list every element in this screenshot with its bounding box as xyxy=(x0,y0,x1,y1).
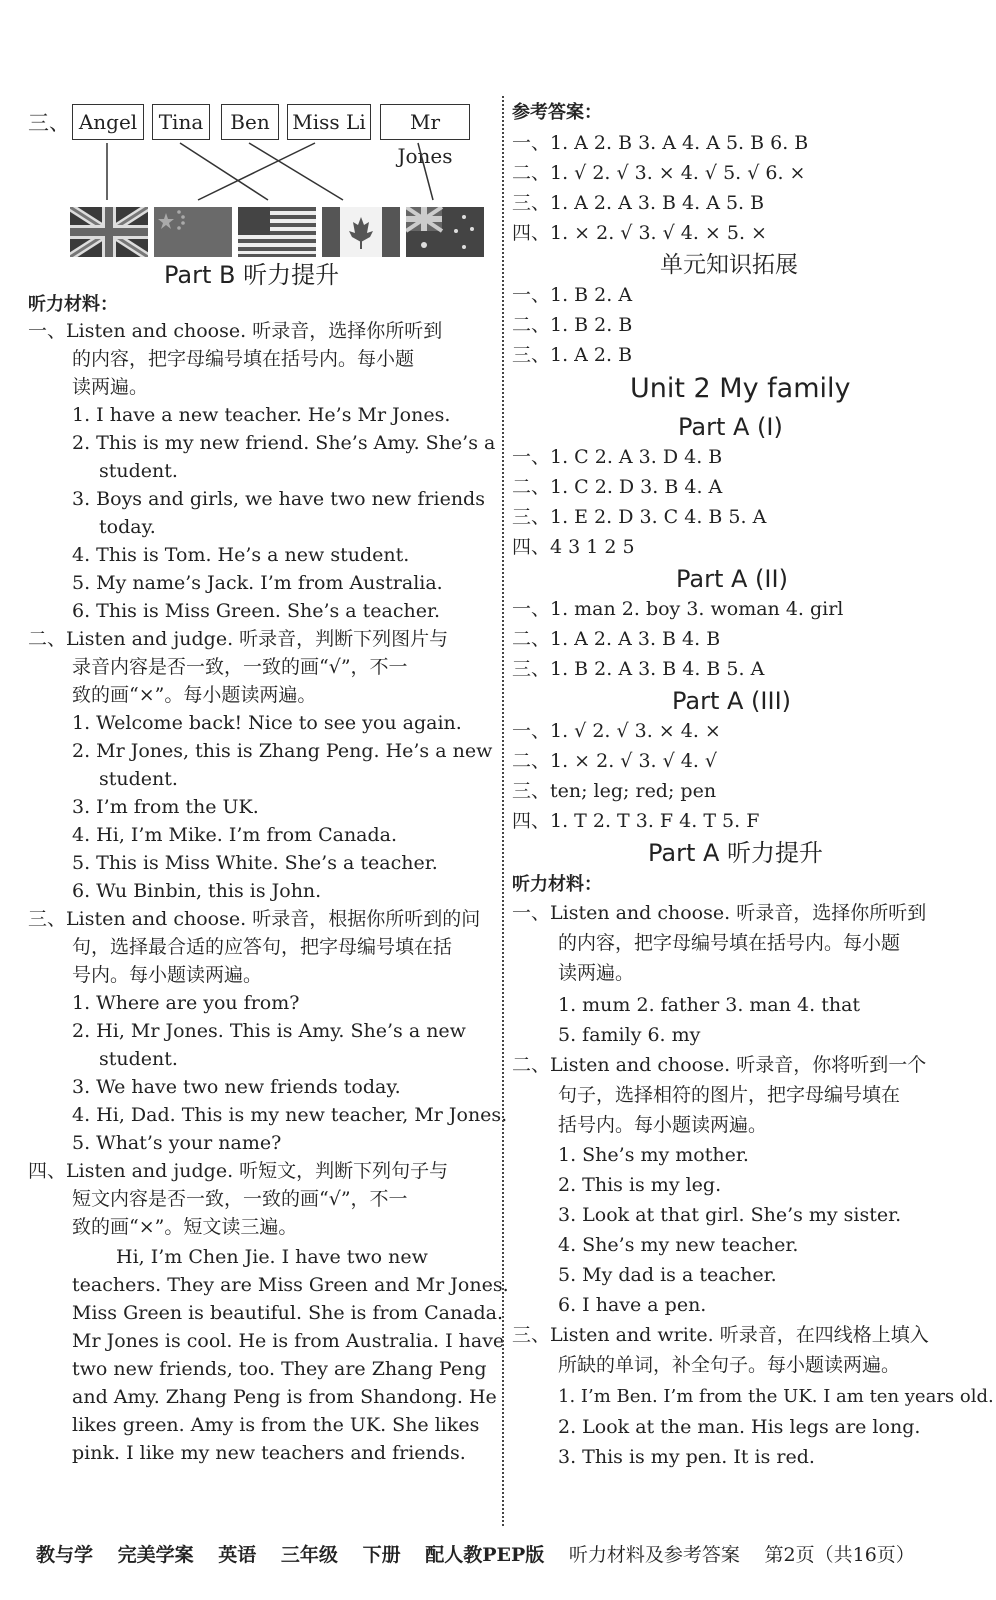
section-1-item: 4. This is Tom. He’s a new student. xyxy=(72,544,410,566)
section-3-instruction-line1: 三、Listen and choose. 听录音，根据你所听到的问 xyxy=(28,908,481,930)
r-section-2-item: 1. She’s my mother. xyxy=(558,1144,749,1166)
uk-flag-icon xyxy=(70,207,148,257)
r-section-1-item: 1. mum 2. father 3. man 4. that xyxy=(558,994,861,1016)
r-section-2-item: 6. I have a pen. xyxy=(558,1294,707,1316)
passage-line: Hi, I’m Chen Jie. I have two new xyxy=(116,1246,428,1268)
name-box-miss-li: Miss Li xyxy=(287,104,371,140)
footer-page-number: 第2页（共16页） xyxy=(764,1544,915,1566)
section-2-instruction-line2: 录音内容是否一致，一致的画“√”，不一 xyxy=(72,656,408,678)
answer-line: 四、1. T 2. T 3. F 4. T 5. F xyxy=(512,810,760,832)
section-2-item: 3. I’m from the UK. xyxy=(72,796,259,818)
r-section-2-instruction-line1: 二、Listen and choose. 听录音，你将听到一个 xyxy=(512,1054,927,1076)
column-divider xyxy=(502,96,504,1526)
part-a-2-heading: Part A (II) xyxy=(676,565,788,593)
section-1-instruction-line2: 的内容，把字母编号填在括号内。每小题 xyxy=(72,348,415,370)
part-a-1-heading: Part A (I) xyxy=(678,413,783,441)
section-1-item: 1. I have a new teacher. He’s Mr Jones. xyxy=(72,404,451,426)
section-3-instruction-line3: 号内。每小题读两遍。 xyxy=(72,964,263,986)
section-3-item: 2. Hi, Mr Jones. This is Amy. She’s a new xyxy=(72,1020,466,1042)
r-section-3-item: 1. I’m Ben. I’m from the UK. I am ten years old. xyxy=(558,1386,994,1407)
answer-line: 四、1. × 2. √ 3. √ 4. × 5. × xyxy=(512,222,767,244)
section-1-item: 6. This is Miss Green. She’s a teacher. xyxy=(72,600,441,622)
r-section-2-item: 3. Look at that girl. She’s my sister. xyxy=(558,1204,902,1226)
section-1-instruction-line1: 一、Listen and choose. 听录音，选择你所听到 xyxy=(28,320,443,342)
answer-line: 三、1. A 2. B xyxy=(512,344,633,366)
passage-line: likes green. Amy is from the UK. She likes xyxy=(72,1414,480,1436)
footer-volume: 下册 xyxy=(362,1544,401,1566)
australia-flag-icon xyxy=(406,207,484,257)
unit-2-heading: Unit 2 My family xyxy=(630,373,851,404)
section-1-item: 3. Boys and girls, we have two new friends xyxy=(72,488,485,510)
name-box-mr-jones: Mr Jones xyxy=(380,104,470,140)
section-4-instruction-line3: 致的画“×”。短文读三遍。 xyxy=(72,1216,298,1238)
name-box-angel: Angel xyxy=(72,104,144,140)
answer-line: 二、1. C 2. D 3. B 4. A xyxy=(512,476,723,498)
answer-line: 二、1. A 2. A 3. B 4. B xyxy=(512,628,721,650)
answer-line: 一、1. A 2. B 3. A 4. A 5. B 6. B xyxy=(512,132,809,154)
section-2-item: 4. Hi, I’m Mike. I’m from Canada. xyxy=(72,824,398,846)
r-section-1-instruction-line1: 一、Listen and choose. 听录音，选择你所听到 xyxy=(512,902,927,924)
section-3-instruction-line2: 句，选择最合适的应答句，把字母编号填在括 xyxy=(72,936,453,958)
passage-line: two new friends, too. They are Zhang Peng xyxy=(72,1358,487,1380)
footer-subject: 英语 xyxy=(218,1544,257,1566)
listening-material-label: 听力材料： xyxy=(28,294,118,315)
section-4-instruction-line1: 四、Listen and judge. 听短文，判断下列句子与 xyxy=(28,1160,449,1182)
answer-line: 三、1. A 2. A 3. B 4. A 5. B xyxy=(512,192,765,214)
answer-line: 二、1. √ 2. √ 3. × 4. √ 5. √ 6. × xyxy=(512,162,806,184)
section-1-item: 2. This is my new friend. She’s Amy. She’s a xyxy=(72,432,496,454)
section-2-instruction-line3: 致的画“×”。每小题读两遍。 xyxy=(72,684,317,706)
r-section-3-instruction-line2: 所缺的单词，补全句子。每小题读两遍。 xyxy=(558,1354,901,1376)
section-1-item-cont: today. xyxy=(99,516,156,538)
section-3-item: 5. What’s your name? xyxy=(72,1132,282,1154)
section-2-item: 5. This is Miss White. She’s a teacher. xyxy=(72,852,438,874)
section-4-instruction-line2: 短文内容是否一致，一致的画“√”，不一 xyxy=(72,1188,408,1210)
r-section-2-instruction-line3: 括号内。每小题读两遍。 xyxy=(558,1114,768,1136)
footer-book: 完美学案 xyxy=(117,1544,194,1566)
section-3-item: 3. We have two new friends today. xyxy=(72,1076,401,1098)
footer-section: 听力材料及参考答案 xyxy=(568,1544,740,1566)
answer-line: 三、1. E 2. D 3. C 4. B 5. A xyxy=(512,506,767,528)
passage-line: pink. I like my new teachers and friends. xyxy=(72,1442,466,1464)
china-flag-icon xyxy=(154,207,232,257)
answer-line: 一、1. C 2. A 3. D 4. B xyxy=(512,446,723,468)
r-section-3-item: 2. Look at the man. His legs are long. xyxy=(558,1416,921,1438)
r-section-2-instruction-line2: 句子，选择相符的图片，把字母编号填在 xyxy=(558,1084,901,1106)
r-section-2-item: 2. This is my leg. xyxy=(558,1174,722,1196)
section-3-item: 4. Hi, Dad. This is my new teacher, Mr Jones. xyxy=(72,1104,508,1126)
passage-line: Mr Jones is cool. He is from Australia. I have xyxy=(72,1330,505,1352)
part-a-3-heading: Part A (III) xyxy=(672,687,792,715)
usa-flag-icon xyxy=(238,207,316,257)
footer-grade: 三年级 xyxy=(280,1544,338,1566)
r-section-1-instruction-line3: 读两遍。 xyxy=(558,962,635,984)
footer-edition: 配人教PEP版 xyxy=(425,1544,545,1566)
question-3-label: 三、 xyxy=(28,111,70,135)
answer-line: 二、1. B 2. B xyxy=(512,314,633,336)
passage-line: teachers. They are Miss Green and Mr Jones. xyxy=(72,1274,509,1296)
section-2-item: 1. Welcome back! Nice to see you again. xyxy=(72,712,462,734)
part-b-heading: Part B 听力提升 xyxy=(164,261,340,289)
section-1-instruction-line3: 读两遍。 xyxy=(72,376,149,398)
page-footer xyxy=(36,1540,986,1567)
part-a-listening-heading: Part A 听力提升 xyxy=(648,839,824,867)
section-3-item: 1. Where are you from? xyxy=(72,992,300,1014)
answer-line: 一、1. B 2. A xyxy=(512,284,633,306)
passage-line: Miss Green is beautiful. She is from Canada. xyxy=(72,1302,504,1324)
answer-line: 四、4 3 1 2 5 xyxy=(512,536,635,558)
answer-line: 三、1. B 2. A 3. B 4. B 5. A xyxy=(512,658,765,680)
answer-line: 三、ten; leg; red; pen xyxy=(512,780,717,802)
unit-extension-heading: 单元知识拓展 xyxy=(660,252,798,278)
section-2-item: 2. Mr Jones, this is Zhang Peng. He’s a new xyxy=(72,740,493,762)
r-section-3-item: 3. This is my pen. It is red. xyxy=(558,1446,815,1468)
r-section-1-instruction-line2: 的内容，把字母编号填在括号内。每小题 xyxy=(558,932,901,954)
answer-line: 一、1. √ 2. √ 3. × 4. × xyxy=(512,720,721,742)
section-2-item: 6. Wu Binbin, this is John. xyxy=(72,880,322,902)
name-box-ben: Ben xyxy=(221,104,279,140)
answer-line: 二、1. × 2. √ 3. √ 4. √ xyxy=(512,750,718,772)
passage-line: and Amy. Zhang Peng is from Shandong. He xyxy=(72,1386,497,1408)
r-section-1-item: 5. family 6. my xyxy=(558,1024,701,1046)
section-2-item-cont: student. xyxy=(99,768,178,790)
canada-flag-icon xyxy=(322,207,400,257)
footer-series: 教与学 xyxy=(36,1544,94,1566)
answers-title: 参考答案： xyxy=(512,102,602,123)
section-1-item-cont: student. xyxy=(99,460,178,482)
r-section-3-instruction-line1: 三、Listen and write. 听录音，在四线格上填入 xyxy=(512,1324,929,1346)
answer-line: 一、1. man 2. boy 3. woman 4. girl xyxy=(512,598,844,620)
listening-material-label: 听力材料： xyxy=(512,874,602,895)
name-box-tina: Tina xyxy=(152,104,210,140)
section-3-item-cont: student. xyxy=(99,1048,178,1070)
section-1-item: 5. My name’s Jack. I’m from Australia. xyxy=(72,572,443,594)
r-section-2-item: 5. My dad is a teacher. xyxy=(558,1264,777,1286)
section-2-instruction-line1: 二、Listen and judge. 听录音，判断下列图片与 xyxy=(28,628,449,650)
r-section-2-item: 4. She’s my new teacher. xyxy=(558,1234,799,1256)
